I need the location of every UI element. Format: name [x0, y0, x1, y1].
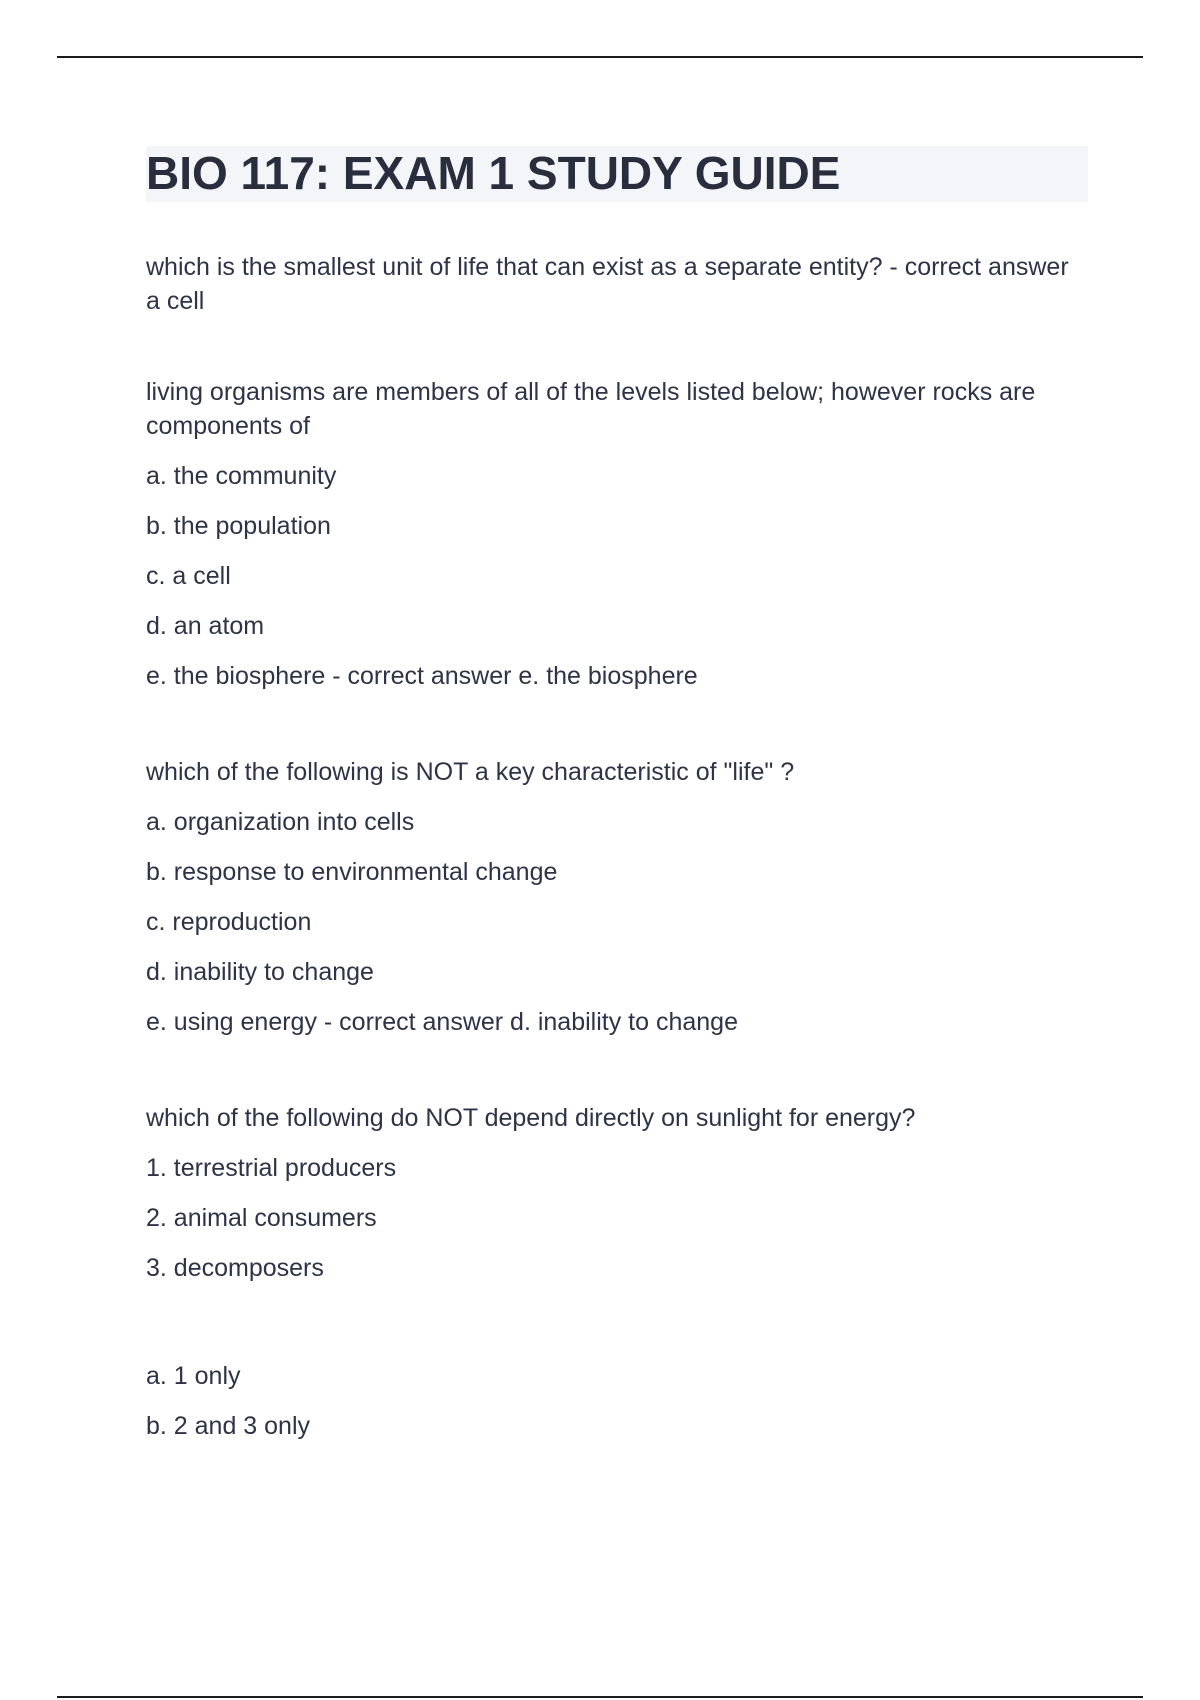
option-item: 1. terrestrial producers	[146, 1154, 397, 1182]
page-title: BIO 117: EXAM 1 STUDY GUIDE	[146, 147, 841, 199]
option-item: c. a cell	[146, 562, 231, 590]
question-text: which of the following do NOT depend directly on sunlight for energy?	[146, 1104, 916, 1132]
option-item: 2. animal consumers	[146, 1204, 377, 1232]
question-text: which is the smallest unit of life that can exist as a separate entity? - correct answer a cell	[146, 253, 1069, 315]
choice-item: b. 2 and 3 only	[146, 1412, 311, 1440]
option-item: e. the biosphere - correct answer e. the biosphere	[146, 662, 698, 690]
option-item: d. inability to change	[146, 958, 374, 986]
option-item: a. organization into cells	[146, 808, 415, 836]
question-3	[146, 755, 1086, 1039]
option-item: d. an atom	[146, 612, 265, 640]
option-item: a. the community	[146, 462, 337, 490]
option-item: 3. decomposers	[146, 1254, 324, 1282]
top-rule	[57, 56, 1143, 58]
question-4	[146, 1101, 1086, 1443]
bottom-rule	[57, 1696, 1143, 1698]
question-1	[146, 250, 1086, 318]
option-item: c. reproduction	[146, 908, 312, 936]
option-item: e. using energy - correct answer d. inability to change	[146, 1008, 738, 1036]
question-text: living organisms are members of all of the levels listed below; however rocks are components of	[146, 378, 1036, 440]
question-2	[146, 375, 1086, 693]
study-guide-content	[146, 250, 1086, 1443]
option-item: b. the population	[146, 512, 331, 540]
choice-item: a. 1 only	[146, 1362, 241, 1390]
option-item: b. response to environmental change	[146, 858, 558, 886]
question-text: which of the following is NOT a key characteristic of "life" ?	[146, 758, 795, 786]
